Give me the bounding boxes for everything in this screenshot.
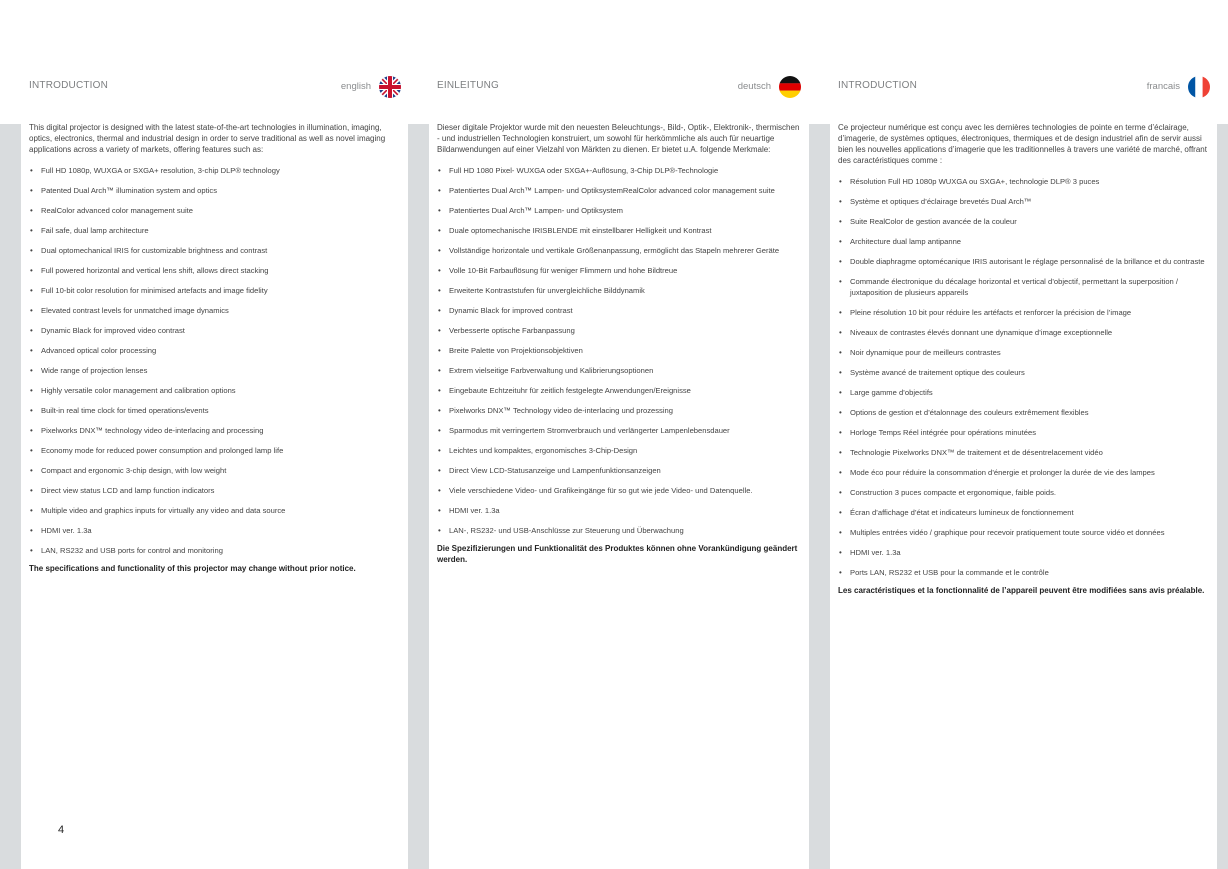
feature-list [838, 176, 1210, 578]
list-item: • Fail safe, dual lamp architecture [29, 225, 401, 236]
list-item: • Full powered horizontal and vertical lens shift, allows direct stacking [29, 265, 401, 276]
left-margin-bar [0, 124, 21, 869]
list-item: • Patentiertes Dual Arch™ Lampen- und OptiksystemRealColor advanced color management suite [437, 185, 801, 196]
list-item: • Vollständige horizontale und vertikale Größenanpassung, ermöglicht das Stapeln mehrerer Geräte [437, 245, 801, 256]
list-item: • Direct View LCD-Statusanzeige und Lampenfunktionsanzeigen [437, 465, 801, 476]
list-item: • Pixelworks DNX™ Technology video de-interlacing und prozessing [437, 405, 801, 416]
list-item: • Commande électronique du décalage horizontal et vertical d’objectif, permettant la superposition / juxtaposition de plusieurs appareils [838, 276, 1210, 298]
german-flag-icon [779, 76, 801, 98]
list-item: • Double diaphragme optomécanique IRIS autorisant le réglage personnalisé de la brillance et du contraste [838, 256, 1210, 267]
list-item: • Construction 3 puces compacte et ergonomique, faible poids. [838, 487, 1210, 498]
feature-list [29, 165, 401, 556]
french-flag-icon [1188, 76, 1210, 98]
list-item: • Breite Palette von Projektionsobjektiven [437, 345, 801, 356]
list-item: • LAN-, RS232- und USB-Anschlüsse zur Steuerung und Überwachung [437, 525, 801, 536]
list-item: • Full 10-bit color resolution for minimised artefacts and image fidelity [29, 285, 401, 296]
gutter-1 [408, 124, 429, 869]
list-item: • Full HD 1080 Pixel- WUXGA oder SXGA+-Auflösung, 3-Chip DLP®-Technologie [437, 165, 801, 176]
list-item: • Patentiertes Dual Arch™ Lampen- und Optiksystem [437, 205, 801, 216]
list-item: • Horloge Temps Réel intégrée pour opérations minutées [838, 427, 1210, 438]
list-item: • Technologie Pixelworks DNX™ de traitement et de désentrelacement vidéo [838, 447, 1210, 458]
list-item: • Advanced optical color processing [29, 345, 401, 356]
list-item: • HDMI ver. 1.3a [437, 505, 801, 516]
column-body [838, 122, 1210, 604]
list-item: • Multiple video and graphics inputs for virtually any video and data source [29, 505, 401, 516]
intro-paragraph: Ce projecteur numérique est conçu avec les dernières technologies de pointe en terme d’éclairage, d’imagerie, de systèmes optiques, électroniques, thermiques et de design industriel afin de servir aussi bien les nouvelles applications d’imagerie que les traditionnelles à travers une variété de marché, offrant des caractéristiques comme : [838, 123, 1207, 165]
list-item: • HDMI ver. 1.3a [838, 547, 1210, 558]
language-label: english [340, 81, 371, 92]
list-item: • Verbesserte optische Farbanpassung [437, 325, 801, 336]
list-item: • Erweiterte Kontraststufen für unvergleichliche Bilddynamik [437, 285, 801, 296]
list-item: • Extrem vielseitige Farbverwaltung und Kalibrierungsoptionen [437, 365, 801, 376]
list-item: • HDMI ver. 1.3a [29, 525, 401, 536]
list-item: • Noir dynamique pour de meilleurs contrastes [838, 347, 1210, 358]
list-item: • Leichtes und kompaktes, ergonomisches 3-Chip-Design [437, 445, 801, 456]
list-item: • Ports LAN, RS232 et USB pour la commande et le contrôle [838, 567, 1210, 578]
list-item: • Écran d’affichage d’état et indicateurs lumineux de fonctionnement [838, 507, 1210, 518]
page-number: 4 [58, 824, 65, 836]
column-francais [838, 0, 1210, 869]
intro-paragraph: Dieser digitale Projektor wurde mit den neuesten Beleuchtungs-, Bild-, Optik-, Elektronik-, thermischen - und industriellen Technologien konstruiert, um sowohl für herkömmliche als auch für neuartige Bildanwendungen auf einer Vielzahl von Märkten zu dienen. Er bietet u.A. folgende Merkmale: [437, 123, 800, 154]
list-item: • LAN, RS232 and USB ports for control and monitoring [29, 545, 401, 556]
list-item: • Volle 10-Bit Farbauflösung für weniger Flimmern und hohe Bildtreue [437, 265, 801, 276]
feature-list [437, 165, 801, 536]
section-title: INTRODUCTION [29, 80, 109, 91]
list-item: • Pleine résolution 10 bit pour réduire les artéfacts et renforcer la précision de l’image [838, 307, 1210, 318]
section-title: EINLEITUNG [437, 80, 500, 91]
gutter-2 [809, 124, 830, 869]
list-item: • Système avancé de traitement optique des couleurs [838, 367, 1210, 378]
list-item: • Pixelworks DNX™ technology video de-interlacing and processing [29, 425, 401, 436]
list-item: • Viele verschiedene Video- und Grafikeingänge für so gut wie jede Video- und Datenquelle. [437, 485, 801, 496]
notice-text: Les caractéristiques et la fonctionnalité de l’appareil peuvent être modifiées sans avis préalable. [838, 586, 1205, 595]
column-body [29, 122, 401, 582]
list-item: • Large gamme d’objectifs [838, 387, 1210, 398]
list-item: • Full HD 1080p, WUXGA or SXGA+ resolution, 3-chip DLP® technology [29, 165, 401, 176]
column-header [29, 76, 401, 98]
list-item: • Mode éco pour réduire la consommation d’énergie et prolonger la durée de vie des lampes [838, 467, 1210, 478]
list-item: • Suite RealColor de gestion avancée de la couleur [838, 216, 1210, 227]
list-item: • Sparmodus mit verringertem Stromverbrauch und verlängerter Lampenlebensdauer [437, 425, 801, 436]
list-item: • Economy mode for reduced power consumption and prolonged lamp life [29, 445, 401, 456]
list-item: • Niveaux de contrastes élevés donnant une dynamique d’image exceptionnelle [838, 327, 1210, 338]
right-margin-bar [1217, 124, 1228, 869]
list-item: • RealColor advanced color management suite [29, 205, 401, 216]
list-item: • Elevated contrast levels for unmatched image dynamics [29, 305, 401, 316]
list-item: • Dynamic Black for improved contrast [437, 305, 801, 316]
list-item: • Built-in real time clock for timed operations/events [29, 405, 401, 416]
list-item: • Dynamic Black for improved video contrast [29, 325, 401, 336]
list-item: • Eingebaute Echtzeituhr für zeitlich festgelegte Anwendungen/Ereignisse [437, 385, 801, 396]
language-label: francais [1146, 81, 1180, 92]
list-item: • Patented Dual Arch™ illumination system and optics [29, 185, 401, 196]
list-item: • Duale optomechanische IRISBLENDE mit einstellbarer Helligkeit und Kontrast [437, 225, 801, 236]
list-item: • Wide range of projection lenses [29, 365, 401, 376]
column-header [437, 76, 801, 98]
list-item: • Options de gestion et d’étalonnage des couleurs extrêmement flexibles [838, 407, 1210, 418]
list-item: • Architecture dual lamp antipanne [838, 236, 1210, 247]
list-item: • Compact and ergonomic 3-chip design, with low weight [29, 465, 401, 476]
list-item: • Highly versatile color management and calibration options [29, 385, 401, 396]
section-title: INTRODUCTION [838, 80, 918, 91]
notice-text: Die Spezifizierungen und Funktionalität des Produktes können ohne Vorankündigung geändert werden. [437, 544, 798, 564]
list-item: • Direct view status LCD and lamp function indicators [29, 485, 401, 496]
notice-text: The specifications and functionality of this projector may change without prior notice. [29, 564, 356, 573]
column-header [838, 76, 1210, 98]
column-deutsch [437, 0, 801, 869]
column-body [437, 122, 801, 573]
column-english [29, 0, 401, 869]
language-label: deutsch [737, 81, 771, 92]
list-item: • Dual optomechanical IRIS for customizable brightness and contrast [29, 245, 401, 256]
list-item: • Résolution Full HD 1080p WUXGA ou SXGA+, technologie DLP® 3 puces [838, 176, 1210, 187]
list-item: • Multiples entrées vidéo / graphique pour recevoir pratiquement toute source vidéo et données [838, 527, 1210, 538]
list-item: • Système et optiques d’éclairage brevetés Dual Arch™ [838, 196, 1210, 207]
intro-paragraph: This digital projector is designed with the latest state-of-the-art technologies in illumination, imaging, optics, electronics, thermal and industrial design in order to serve traditional as well as novel imaging applications across a variety of markets, offering features such as: [29, 123, 386, 154]
uk-flag-icon [379, 76, 401, 98]
